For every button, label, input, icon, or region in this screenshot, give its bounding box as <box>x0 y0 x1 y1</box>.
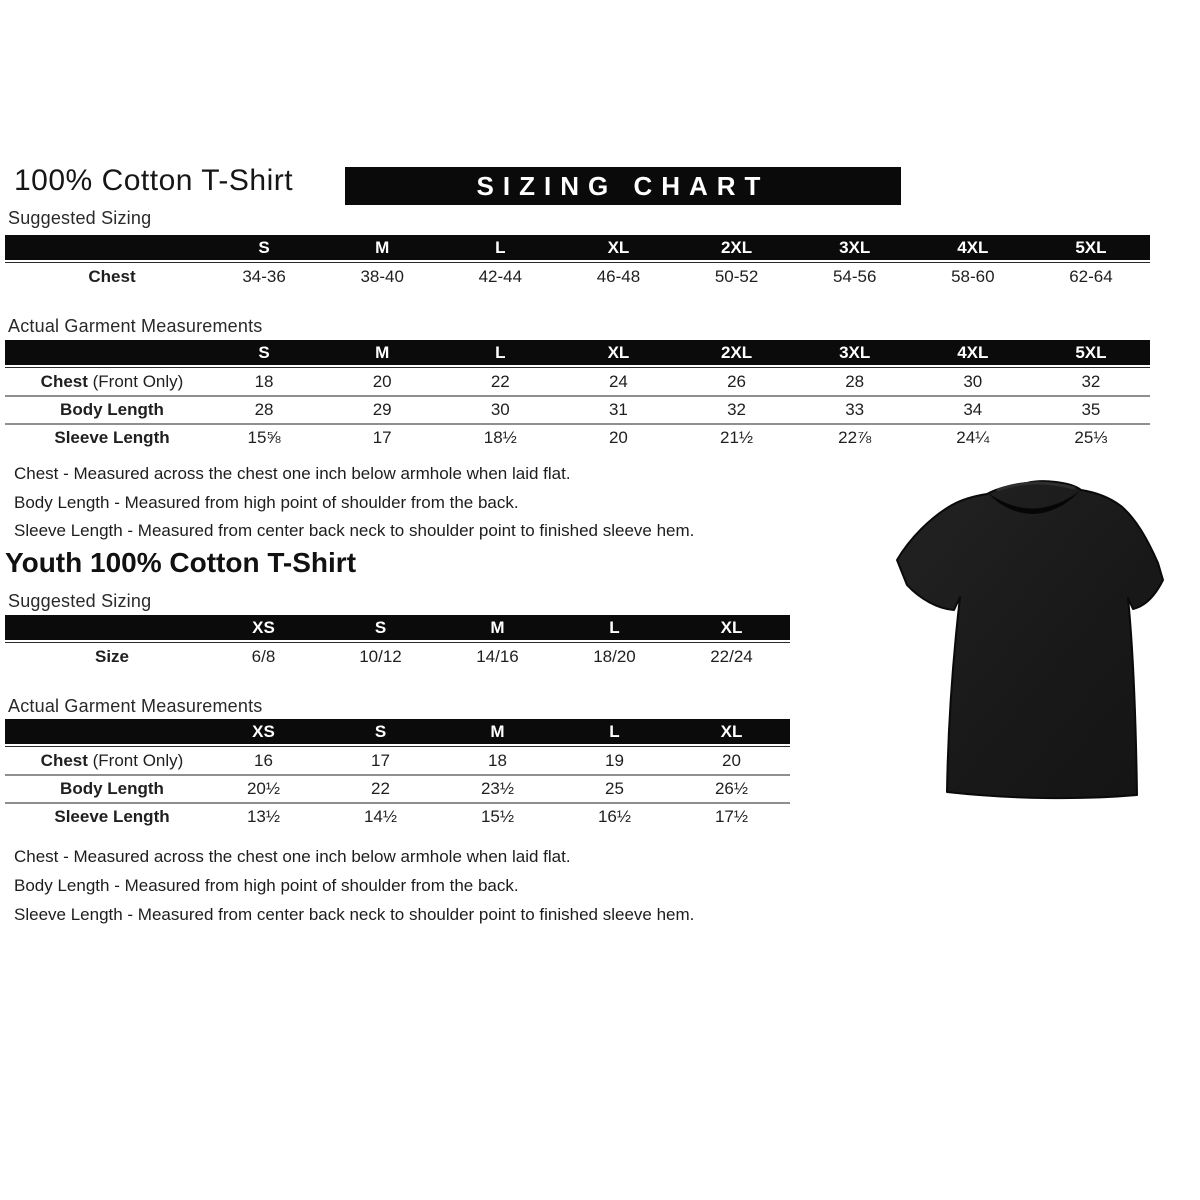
youth-actual-table <box>5 719 790 830</box>
adult-suggested-table <box>5 235 1150 290</box>
size-cell: 14½ <box>322 802 439 830</box>
table-row <box>5 367 1150 395</box>
size-cell: 35 <box>1032 395 1150 423</box>
row-label: Chest <box>5 262 205 290</box>
column-header: 5XL <box>1032 235 1150 262</box>
table-row <box>5 423 1150 451</box>
youth-actual-label: Actual Garment Measurements <box>8 696 263 716</box>
size-cell: 34-36 <box>205 262 323 290</box>
black-tshirt-graphic <box>890 476 1172 808</box>
size-cell: 20½ <box>205 774 322 802</box>
table-row <box>5 642 790 670</box>
column-header-blank <box>5 235 205 262</box>
youth-suggested-table <box>5 615 790 670</box>
adult-actual-label: Actual Garment Measurements <box>8 316 263 336</box>
size-cell: 17 <box>323 423 441 451</box>
size-cell: 58-60 <box>914 262 1032 290</box>
youth-measurement-notes <box>14 842 694 929</box>
column-header: S <box>322 615 439 642</box>
size-cell: 17 <box>322 746 439 774</box>
size-cell: 20 <box>323 367 441 395</box>
size-cell: 28 <box>796 367 914 395</box>
youth-suggested-label: Suggested Sizing <box>8 591 152 611</box>
size-cell: 28 <box>205 395 323 423</box>
size-cell: 25⅓ <box>1032 423 1150 451</box>
column-header: M <box>439 719 556 746</box>
column-header: XL <box>559 235 677 262</box>
size-cell: 50-52 <box>678 262 796 290</box>
column-header: 4XL <box>914 340 1032 367</box>
note-body-length: Body Length - Measured from high point of shoulder from the back. <box>14 492 519 512</box>
size-cell: 18½ <box>441 423 559 451</box>
adult-measurement-notes <box>14 460 694 546</box>
column-header: M <box>323 340 441 367</box>
tshirt-image <box>890 476 1172 808</box>
row-label: Chest (Front Only) <box>5 367 205 395</box>
row-label: Sleeve Length <box>5 802 205 830</box>
note-body-length: Body Length - Measured from high point of shoulder from the back. <box>14 876 519 895</box>
size-cell: 22/24 <box>673 642 790 670</box>
column-header: M <box>439 615 556 642</box>
note-chest: Chest - Measured across the chest one inch below armhole when laid flat. <box>14 847 571 866</box>
size-cell: 24¼ <box>914 423 1032 451</box>
size-cell: 30 <box>914 367 1032 395</box>
column-header: XL <box>559 340 677 367</box>
size-cell: 32 <box>1032 367 1150 395</box>
row-label: Sleeve Length <box>5 423 205 451</box>
size-cell: 15½ <box>439 802 556 830</box>
adult-actual-table <box>5 340 1150 451</box>
table-row <box>5 746 790 774</box>
column-header-blank <box>5 340 205 367</box>
size-cell: 30 <box>441 395 559 423</box>
size-cell: 14/16 <box>439 642 556 670</box>
size-cell: 18 <box>205 367 323 395</box>
page-title: 100% Cotton T-Shirt <box>14 164 294 197</box>
table-row <box>5 802 790 830</box>
table-header-row <box>5 615 790 642</box>
size-cell: 42-44 <box>441 262 559 290</box>
size-cell: 19 <box>556 746 673 774</box>
column-header: 4XL <box>914 235 1032 262</box>
size-cell: 18 <box>439 746 556 774</box>
size-cell: 24 <box>559 367 677 395</box>
row-label: Size <box>5 642 205 670</box>
column-header: 2XL <box>678 235 796 262</box>
column-header: XL <box>673 615 790 642</box>
size-cell: 62-64 <box>1032 262 1150 290</box>
size-cell: 33 <box>796 395 914 423</box>
row-label: Chest (Front Only) <box>5 746 205 774</box>
column-header: S <box>205 235 323 262</box>
size-cell: 10/12 <box>322 642 439 670</box>
column-header: S <box>205 340 323 367</box>
column-header: M <box>323 235 441 262</box>
size-cell: 31 <box>559 395 677 423</box>
table-row <box>5 774 790 802</box>
size-cell: 25 <box>556 774 673 802</box>
column-header: L <box>556 719 673 746</box>
column-header: 5XL <box>1032 340 1150 367</box>
size-cell: 17½ <box>673 802 790 830</box>
size-cell: 23½ <box>439 774 556 802</box>
row-label: Body Length <box>5 774 205 802</box>
column-header: L <box>441 340 559 367</box>
column-header: 3XL <box>796 340 914 367</box>
column-header: L <box>556 615 673 642</box>
column-header-blank <box>5 615 205 642</box>
column-header: 3XL <box>796 235 914 262</box>
youth-section-title: Youth 100% Cotton T-Shirt <box>5 547 357 578</box>
size-cell: 16 <box>205 746 322 774</box>
note-sleeve-length: Sleeve Length - Measured from center back neck to shoulder point to finished sleeve hem. <box>14 905 695 924</box>
row-label: Body Length <box>5 395 205 423</box>
table-row <box>5 395 1150 423</box>
size-cell: 21½ <box>678 423 796 451</box>
column-header: XS <box>205 719 322 746</box>
sizing-chart-banner: SIZING CHART <box>345 167 901 205</box>
size-cell: 6/8 <box>205 642 322 670</box>
size-cell: 20 <box>673 746 790 774</box>
column-header: XS <box>205 615 322 642</box>
size-cell: 15⅝ <box>205 423 323 451</box>
size-cell: 20 <box>559 423 677 451</box>
size-cell: 18/20 <box>556 642 673 670</box>
size-cell: 34 <box>914 395 1032 423</box>
note-sleeve-length: Sleeve Length - Measured from center back neck to shoulder point to finished sleeve hem. <box>14 521 695 540</box>
size-cell: 22 <box>441 367 559 395</box>
column-header: XL <box>673 719 790 746</box>
column-header: S <box>322 719 439 746</box>
size-cell: 26 <box>678 367 796 395</box>
size-cell: 38-40 <box>323 262 441 290</box>
column-header-blank <box>5 719 205 746</box>
table-header-row <box>5 235 1150 262</box>
column-header: L <box>441 235 559 262</box>
table-header-row <box>5 340 1150 367</box>
size-cell: 16½ <box>556 802 673 830</box>
size-cell: 29 <box>323 395 441 423</box>
size-cell: 22 <box>322 774 439 802</box>
size-cell: 22⅞ <box>796 423 914 451</box>
table-row <box>5 262 1150 290</box>
size-cell: 32 <box>678 395 796 423</box>
note-chest: Chest - Measured across the chest one inch below armhole when laid flat. <box>14 464 571 483</box>
size-cell: 46-48 <box>559 262 677 290</box>
adult-suggested-label: Suggested Sizing <box>8 208 152 228</box>
size-cell: 26½ <box>673 774 790 802</box>
table-header-row <box>5 719 790 746</box>
size-cell: 13½ <box>205 802 322 830</box>
size-cell: 54-56 <box>796 262 914 290</box>
column-header: 2XL <box>678 340 796 367</box>
